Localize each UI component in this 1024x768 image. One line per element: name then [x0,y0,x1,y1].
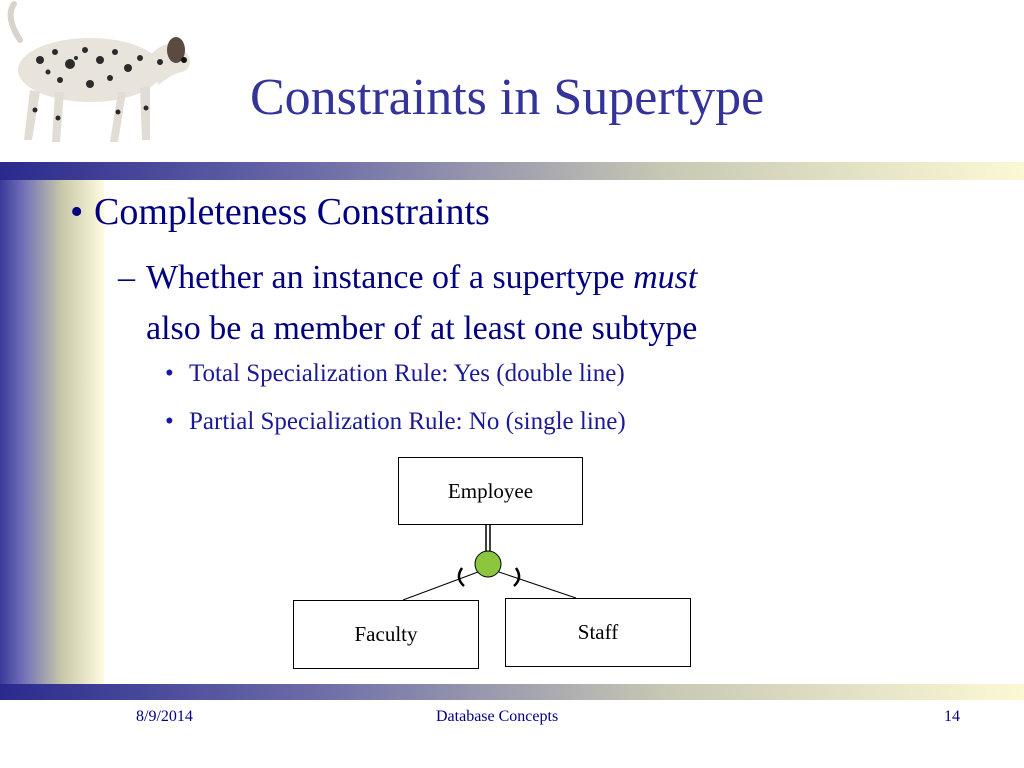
bullet-glyph: • [70,191,84,233]
bullet-level3-text: Total Specialization Rule: Yes (double line) [189,360,625,387]
subset-arc-right [514,568,519,586]
line-to-faculty [403,572,478,600]
bottom-gradient-band [0,684,1024,700]
slide-title: Constraints in Supertype [250,69,765,126]
bullet-level3-partial [165,408,626,436]
line-to-staff [499,572,576,598]
bullet-glyph: • [165,360,174,387]
bullet-level2-emphasis: must [633,259,698,296]
footer-date: 8/9/2014 [136,708,193,725]
subset-arc-left [459,568,464,586]
bullet-glyph: • [165,408,174,435]
entity-staff-label: Staff [577,620,619,644]
bullet-level1 [70,190,490,234]
entity-faculty-label: Faculty [354,622,418,646]
dalmatian-dog-image [0,0,200,150]
bullet-level3-text: Partial Specialization Rule: No (single line) [189,408,626,435]
bullet-level2-part1: Whether an instance of a supertype [146,259,634,296]
entity-employee-label: Employee [447,478,534,503]
bullet-level1-text: Completeness Constraints [94,191,490,233]
bullet-level2 [118,252,918,354]
entity-faculty [293,600,479,669]
footer-course: Database Concepts [436,708,559,725]
dash-glyph: – [118,259,135,296]
specialization-circle [475,551,501,577]
footer-page-number: 14 [944,708,960,725]
entity-staff [505,598,691,667]
bullet-level3-total [165,360,625,388]
entity-employee [398,457,583,525]
bullet-level2-part2: also be a member of at least one subtype [146,310,698,347]
left-decorative-bar [0,180,104,684]
top-gradient-band [0,162,1024,180]
bullet-level2-text [146,252,918,354]
